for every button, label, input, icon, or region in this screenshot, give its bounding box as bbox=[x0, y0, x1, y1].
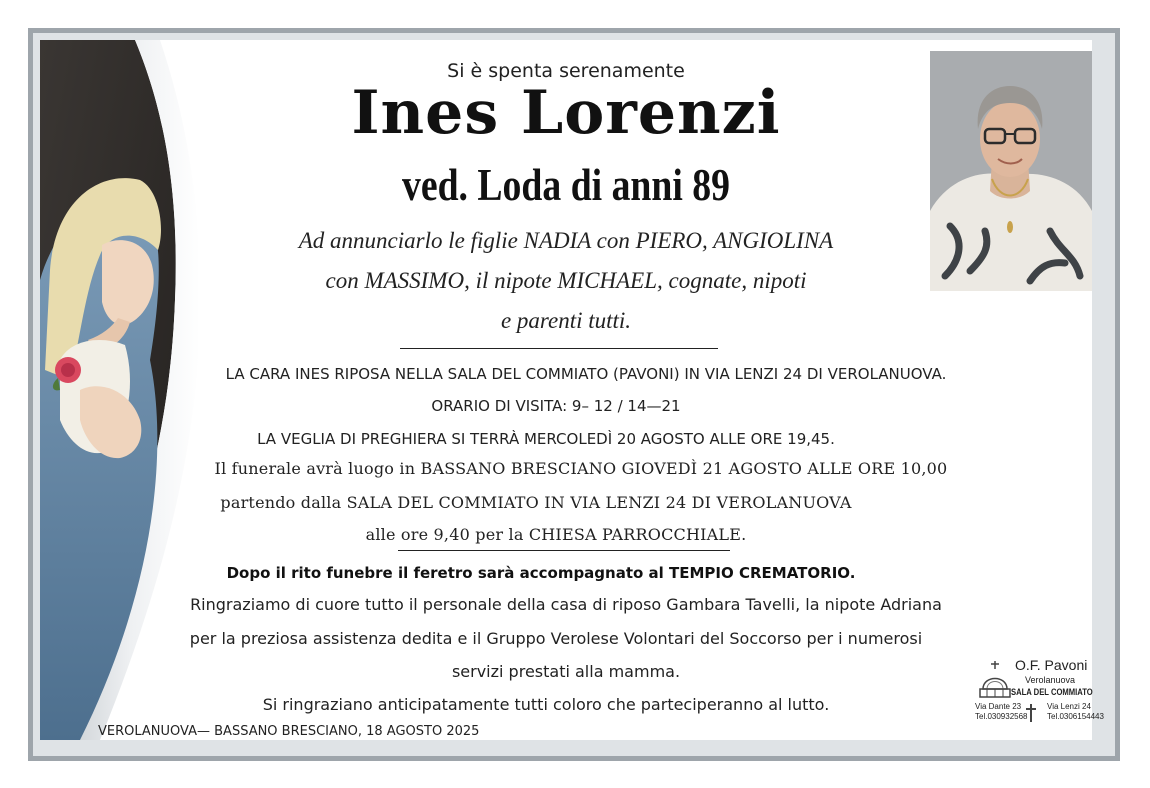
visiting-hours: ORARIO DI VISITA: 9– 12 / 14—21 bbox=[431, 397, 681, 415]
cross-icon bbox=[1024, 703, 1038, 723]
funeral-home-logo bbox=[975, 655, 1104, 735]
divider-rule-bottom bbox=[398, 550, 730, 551]
logo-sala: SALA DEL COMMIATO bbox=[1011, 687, 1093, 697]
logo-brand: O.F. Pavoni bbox=[1015, 657, 1088, 673]
church-dome-icon bbox=[977, 659, 1013, 703]
logo-city: Verolanuova bbox=[1025, 675, 1076, 685]
rest-location: LA CARA INES RIPOSA NELLA SALA DEL COMMIATO (PAVONI) IN VIA LENZI 24 DI VEROLANUOVA. bbox=[225, 365, 947, 383]
family-line-2: con MASSIMO, il nipote MICHAEL, cognate, nipoti bbox=[325, 268, 807, 293]
thanks-line-4: Si ringraziano anticipatamente tutti coloro che parteciperanno al lutto. bbox=[262, 695, 830, 714]
family-line-3: e parenti tutti. bbox=[500, 308, 632, 333]
thanks-line-1: Ringraziamo di cuore tutto il personale della casa di riposo Gambara Tavelli, la nipote Adriana bbox=[190, 595, 942, 614]
deceased-subtitle: ved. Loda di anni 89 bbox=[401, 159, 731, 210]
thanks-line-2: per la preziosa assistenza dedita e il Gruppo Verolese Volontari del Soccorso per i numerosi bbox=[189, 629, 923, 648]
funeral-line-1: Il funerale avrà luogo in BASSANO BRESCIANO GIOVEDÌ 21 AGOSTO ALLE ORE 10,00 bbox=[214, 459, 948, 478]
death-notice-sheet bbox=[40, 40, 1104, 740]
funeral-line-2: partendo dalla SALA DEL COMMIATO IN VIA LENZI 24 DI VEROLANUOVA bbox=[220, 493, 852, 512]
place-date-footer: VEROLANUOVA— BASSANO BRESCIANO, 18 AGOSTO 2025 bbox=[98, 724, 480, 739]
logo-address-2: Via Lenzi 24 bbox=[1047, 702, 1091, 711]
logo-address-1: Via Dante 23 bbox=[975, 702, 1022, 711]
logo-phone-1: Tel.030932568 bbox=[975, 712, 1028, 721]
deceased-name: Ines Lorenzi bbox=[351, 78, 781, 148]
announcement-line: Si è spenta serenamente bbox=[447, 60, 685, 82]
family-line-1: Ad annunciarlo le figlie NADIA con PIERO, ANGIOLINA bbox=[298, 228, 834, 253]
divider-rule-top bbox=[400, 348, 718, 349]
funeral-line-3: alle ore 9,40 per la CHIESA PARROCCHIALE. bbox=[365, 525, 747, 544]
thanks-line-3: servizi prestati alla mamma. bbox=[451, 662, 681, 681]
prayer-vigil: LA VEGLIA DI PREGHIERA SI TERRÀ MERCOLEDÌ 20 AGOSTO ALLE ORE 19,45. bbox=[257, 430, 835, 448]
cremation-note: Dopo il rito funebre il feretro sarà accompagnato al TEMPIO CREMATORIO. bbox=[226, 564, 856, 582]
logo-phone-2: Tel.0306154443 bbox=[1047, 712, 1104, 721]
